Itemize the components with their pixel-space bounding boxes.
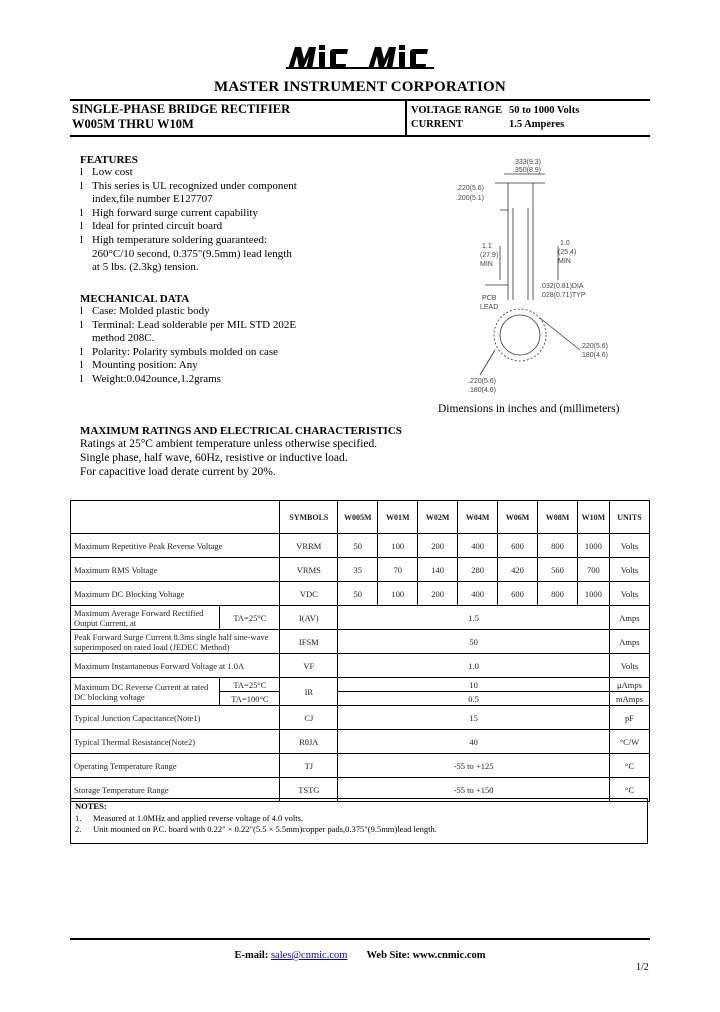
- table-row: [71, 582, 650, 606]
- feature-item: l Ideal for printed circuit board: [80, 220, 380, 234]
- feature-item: 260°C/10 second, 0.375"(9.5mm) lead length: [92, 247, 292, 260]
- dim-top: .333(9.3): [513, 159, 542, 166]
- feature-item: l Low cost: [80, 166, 380, 180]
- row-value: 800: [538, 534, 578, 558]
- row-value: 70: [378, 558, 418, 582]
- current-label: CURRENT: [411, 119, 463, 130]
- row-value: 1000: [577, 534, 609, 558]
- row-symbol: I(AV): [280, 606, 338, 630]
- row-value: 100: [378, 534, 418, 558]
- ratings-line: Single phase, half wave, 60Hz, resistive or inductive load.: [80, 452, 348, 464]
- feature-item: l This series is UL recognized under component: [80, 180, 380, 194]
- row-symbol: TJ: [280, 754, 338, 778]
- row-value: 200: [418, 582, 458, 606]
- dim-lead-left-min: MIN: [480, 261, 493, 268]
- row-value: 35: [338, 558, 378, 582]
- row-value: 100: [378, 582, 418, 606]
- row-symbol: IFSM: [280, 630, 338, 654]
- row-value: 50: [338, 582, 378, 606]
- row-label: Storage Temperature Range: [71, 778, 280, 802]
- table-header-cell: SYMBOLS: [280, 501, 338, 534]
- mechanical-item: method 208C.: [92, 332, 155, 345]
- dim-circ2: .180(4.6): [580, 352, 609, 359]
- table-row: [71, 606, 650, 630]
- dim-pcb: PCB: [482, 295, 497, 302]
- row-value: 10: [338, 678, 610, 692]
- table-header-row: [71, 501, 650, 534]
- ratings-title: MAXIMUM RATINGS AND ELECTRICAL CHARACTERISTICS: [80, 425, 402, 437]
- row-value: 40: [338, 730, 610, 754]
- table-header-cell: W02M: [418, 501, 458, 534]
- row-label: Typical Thermal Resistance(Note2): [71, 730, 280, 754]
- row-unit: Volts: [609, 582, 649, 606]
- row-value: 15: [338, 706, 610, 730]
- row-label: Operating Temperature Range: [71, 754, 280, 778]
- mechanical-title: MECHANICAL DATA: [80, 293, 190, 305]
- mechanical-item: l Weight:0.042ounce,1.2grams: [80, 373, 380, 387]
- dim-top2: .350(8.9): [513, 167, 542, 174]
- row-value: -55 to +125: [338, 754, 610, 778]
- row-value: 600: [498, 582, 538, 606]
- note-number: 1.: [75, 812, 82, 823]
- footer-divider: [70, 938, 650, 940]
- row-value: 1.0: [338, 654, 610, 678]
- row-symbol: IR: [280, 678, 338, 706]
- row-symbol: VF: [280, 654, 338, 678]
- row-symbol: VRRM: [280, 534, 338, 558]
- mechanical-section: [80, 293, 380, 387]
- row-symbol: VDC: [280, 582, 338, 606]
- dim-lead-left: 1.1: [482, 243, 492, 250]
- table-header-cell: W04M: [458, 501, 498, 534]
- mechanical-item: l Case: Molded plastic body: [80, 305, 380, 319]
- row-value: 280: [458, 558, 498, 582]
- row-value: 400: [458, 582, 498, 606]
- table-header-cell: UNITS: [609, 501, 649, 534]
- row-label: Peak Forward Surge Current 8.3ms single half sine-wave superimposed on rated load (JEDEC Method): [71, 630, 280, 654]
- row-label: Maximum DC Reverse Current at rated DC blocking voltage: [71, 678, 220, 706]
- row-symbol: TSTG: [280, 778, 338, 802]
- voltage-range-value: 50 to 1000 Volts: [509, 105, 580, 116]
- dim-left2: .200(5.1): [456, 195, 485, 202]
- table-row: [71, 654, 650, 678]
- row-unit: Volts: [609, 534, 649, 558]
- product-header: [70, 99, 650, 137]
- row-symbol: VRMS: [280, 558, 338, 582]
- table-header-cell: W10M: [577, 501, 609, 534]
- row-unit: Amps: [609, 630, 649, 654]
- row-unit: pF: [609, 706, 649, 730]
- row-value: 400: [458, 534, 498, 558]
- dim-circ1: .220(5.6): [580, 343, 609, 350]
- features-section: [80, 154, 380, 275]
- ratings-table: [70, 500, 650, 802]
- note-text: Unit mounted on P.C. board with 0.22" × 0.22"(5.5 × 5.5mm)copper pads,0.375"(9.5mm)lead length.: [93, 824, 437, 834]
- notes-box: [70, 798, 648, 844]
- table-row: [71, 534, 650, 558]
- row-label: Maximum RMS Voltage: [71, 558, 280, 582]
- website-url: www.cnmic.com: [412, 950, 486, 961]
- feature-item: index,file number E127707: [92, 193, 213, 206]
- mechanical-item: l Mounting position: Any: [80, 359, 380, 373]
- row-unit: Volts: [609, 654, 649, 678]
- feature-item: at 5 lbs. (2.3kg) tension.: [92, 261, 199, 274]
- product-title: SINGLE-PHASE BRIDGE RECTIFIER: [72, 102, 291, 116]
- email-link[interactable]: sales@cnmic.com: [270, 950, 348, 961]
- row-value: 600: [498, 534, 538, 558]
- row-value: 560: [538, 558, 578, 582]
- row-value: -55 to +150: [338, 778, 610, 802]
- dim-lead: LEAD: [480, 304, 499, 311]
- table-header-cell: W01M: [378, 501, 418, 534]
- feature-item: l High forward surge current capability: [80, 207, 380, 221]
- row-condition: TA=25°C: [220, 678, 280, 692]
- row-unit: mAmps: [609, 692, 649, 706]
- package-outline-diagram: [440, 150, 640, 400]
- table-row: [71, 730, 650, 754]
- dim-bot2: .180(4.6): [468, 387, 497, 394]
- row-label: Maximum DC Blocking Voltage: [71, 582, 280, 606]
- row-unit: Amps: [609, 606, 649, 630]
- dim-left1: .220(5.6): [456, 185, 485, 192]
- table-header-cell: W08M: [538, 501, 578, 534]
- ratings-line: For capacitive load derate current by 20%.: [80, 466, 276, 478]
- dim-dia1: .032(0.81)DIA: [540, 283, 584, 290]
- website-label: Web Site:: [366, 950, 410, 961]
- row-value: 1.5: [338, 606, 610, 630]
- dim-lead-right: 1.0: [560, 240, 570, 247]
- row-symbol: RθJA: [280, 730, 338, 754]
- row-unit: μAmps: [609, 678, 649, 692]
- row-unit: °C/W: [609, 730, 649, 754]
- row-label: Typical Junction Capacitance(Note1): [71, 706, 280, 730]
- table-row: [71, 630, 650, 654]
- diagram-caption: Dimensions in inches and (millimeters): [438, 403, 620, 415]
- row-value: 50: [338, 534, 378, 558]
- dim-bot1: .220(5.6): [468, 378, 497, 385]
- row-symbol: CJ: [280, 706, 338, 730]
- table-row: [71, 706, 650, 730]
- row-unit: °C: [609, 754, 649, 778]
- table-row: [71, 558, 650, 582]
- voltage-range-label: VOLTAGE RANGE: [411, 105, 503, 116]
- features-title: FEATURES: [80, 154, 138, 166]
- company-name: MASTER INSTRUMENT CORPORATION: [214, 79, 506, 95]
- footer-contact: [0, 950, 720, 961]
- row-value: 200: [418, 534, 458, 558]
- notes-title: NOTES:: [75, 801, 107, 811]
- row-value: 140: [418, 558, 458, 582]
- row-unit: Volts: [609, 558, 649, 582]
- ratings-section: [80, 425, 640, 479]
- page-number: 1/2: [636, 962, 649, 973]
- table-header-cell: W06M: [498, 501, 538, 534]
- dim-dia2: .028(0.71)TYP: [540, 292, 586, 299]
- table-row: [71, 754, 650, 778]
- table-header-cell: W005M: [338, 501, 378, 534]
- row-unit: °C: [609, 778, 649, 802]
- dim-lead-right-min: MIN: [558, 258, 571, 265]
- row-value: 0.5: [338, 692, 610, 706]
- mechanical-item: l Polarity: Polarity symbuls molded on case: [80, 346, 380, 360]
- model-range: W005M THRU W10M: [72, 117, 194, 131]
- feature-item: l High temperature soldering guaranteed:: [80, 234, 380, 248]
- company-logo: [286, 44, 436, 70]
- ratings-line: Ratings at 25°C ambient temperature unless otherwise specified.: [80, 438, 378, 450]
- row-condition: TA=25°C: [220, 606, 280, 630]
- header-divider: [405, 101, 407, 135]
- row-label: Maximum Instantaneous Forward Voltage at 1.0A: [71, 654, 280, 678]
- mechanical-item: l Terminal: Lead solderable per MIL STD 202E: [80, 319, 380, 333]
- row-condition: TA=100°C: [220, 692, 280, 706]
- dim-lead-left-mm: (27.9): [480, 252, 499, 259]
- row-label: Maximum Average Forward Rectified Output Current, at: [71, 606, 220, 630]
- row-value: 420: [498, 558, 538, 582]
- table-header-cell: [71, 501, 280, 534]
- row-value: 700: [577, 558, 609, 582]
- row-label: Maximum Repetitive Peak Reverse Voltage: [71, 534, 280, 558]
- row-value: 800: [538, 582, 578, 606]
- current-value: 1.5 Amperes: [509, 119, 565, 130]
- note-text: Measured at 1.0MHz and applied reverse voltage of 4.0 volts.: [93, 812, 304, 823]
- table-row: [71, 678, 650, 692]
- row-value: 1000: [577, 582, 609, 606]
- row-value: 50: [338, 630, 610, 654]
- note-number: 2.: [75, 824, 82, 834]
- email-label: E-mail:: [234, 950, 269, 961]
- dim-lead-right-mm: (25.4): [558, 249, 577, 256]
